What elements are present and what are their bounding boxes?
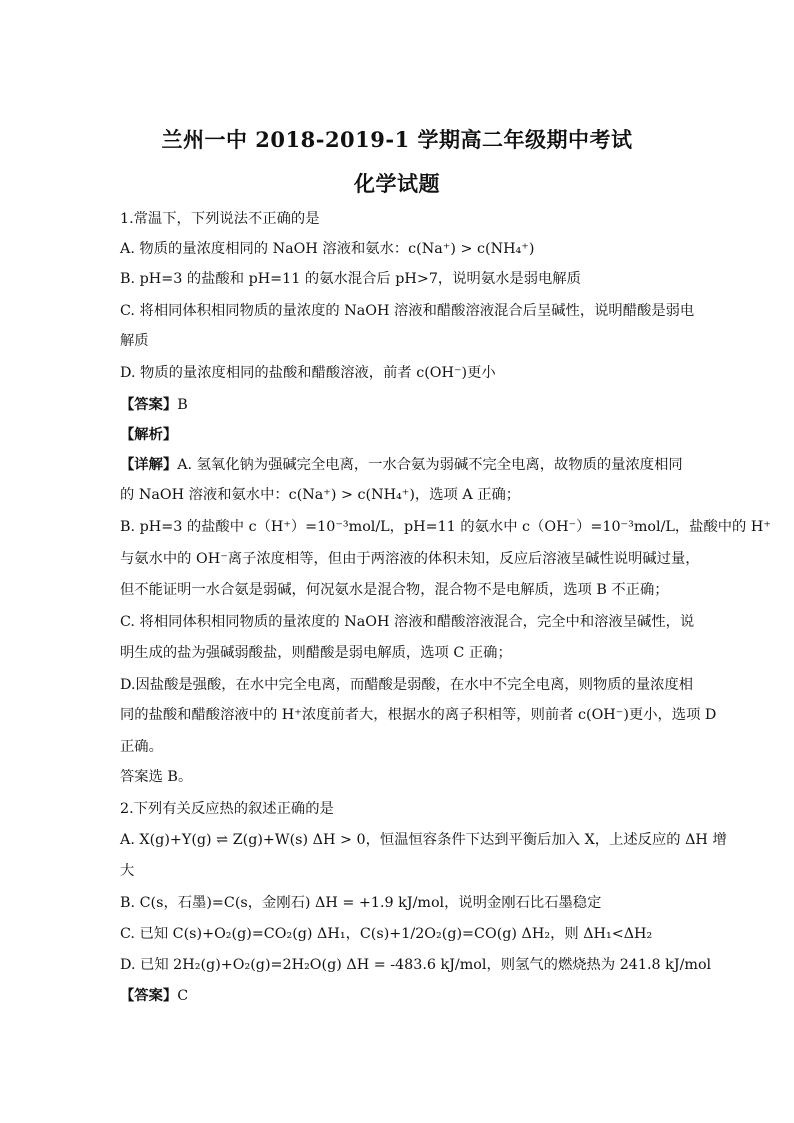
question-1-detail-a-line-1 — [120, 455, 683, 475]
question-1-detail-a-line-2: 的 NaOH 溶液和氨水中：c(Na⁺) > c(NH₄⁺)，选项 A 正确； — [120, 487, 521, 503]
question-1-final-answer: 答案选 B。 — [120, 769, 193, 785]
page-title: 兰州一中 2018-2019-1 学期高二年级期中考试 — [161, 127, 633, 152]
question-2-stem: 2.下列有关反应热的叙述正确的是 — [120, 801, 334, 817]
page-subtitle: 化学试题 — [354, 171, 440, 196]
question-1-option-a: A. 物质的量浓度相同的 NaOH 溶液和氨水：c(Na⁺) > c(NH₄⁺) — [120, 241, 535, 257]
answer-value: C — [177, 988, 189, 1004]
question-1-option-d: D. 物质的量浓度相同的盐酸和醋酸溶液，前者 c(OH⁻)更小 — [120, 365, 496, 381]
answer-label: 【答案】 — [120, 397, 178, 413]
question-1-option-c-line-1: C. 将相同体积相同物质的量浓度的 NaOH 溶液和醋酸溶液混合后呈碱性，说明醋酸是弱电 — [120, 303, 695, 319]
question-1-detail-b-line-1: B. pH=3 的盐酸中 c（H⁺）=10⁻³mol/L，pH=11 的氨水中 c（OH⁻）=10⁻³mol/L，盐酸中的 H⁺ — [120, 519, 771, 535]
question-1-detail-b-line-2: 与氨水中的 OH⁻离子浓度相等，但由于两溶液的体积未知，反应后溶液呈碱性说明碱过量， — [120, 551, 700, 567]
answer-value: B — [177, 397, 188, 413]
question-1-analysis-label — [120, 425, 680, 445]
question-2-option-d: D. 已知 2H₂(g)+O₂(g)=2H₂O(g) ΔH = -483.6 kJ/mol，则氢气的燃烧热为 241.8 kJ/mol — [120, 957, 712, 973]
detail-a-text: A. 氢氧化钠为强碱完全电离，一水合氨为弱碱不完全电离，故物质的量浓度相同 — [177, 457, 683, 473]
question-1-option-c-line-2: 解质 — [120, 333, 149, 349]
question-2-answer — [120, 986, 680, 1006]
detail-label: 【详解】 — [120, 457, 178, 473]
question-2-option-a-line-2: 大 — [120, 863, 135, 879]
answer-label: 【答案】 — [120, 988, 178, 1004]
question-1-stem: 1.常温下，下列说法不正确的是 — [120, 211, 320, 227]
question-2-option-b: B. C(s，石墨)=C(s，金刚石) ΔH = +1.9 kJ/mol，说明金刚石比石墨稳定 — [120, 895, 602, 911]
question-2-option-a-line-1: A. X(g)+Y(g) ⇌ Z(g)+W(s) ΔH > 0，恒温恒容条件下达到平衡后加入 X，上述反应的 ΔH 增 — [120, 832, 727, 848]
question-1-detail-d-line-2: 同的盐酸和醋酸溶液中的 H⁺浓度前者大，根据水的离子积相等，则前者 c(OH⁻)更小，选项 D — [120, 707, 717, 723]
question-1-answer — [120, 395, 680, 415]
question-1-detail-b-line-3: 但不能证明一水合氨是弱碱，何况氨水是混合物，混合物不是电解质，选项 B 不正确； — [120, 582, 669, 598]
question-2-option-c: C. 已知 C(s)+O₂(g)=CO₂(g) ΔH₁，C(s)+1/2O₂(g)=CO(g) ΔH₂，则 ΔH₁<ΔH₂ — [120, 926, 653, 942]
question-1-detail-d-line-1: D.因盐酸是强酸，在水中完全电离，而醋酸是弱酸，在水中不完全电离，则物质的量浓度相 — [120, 677, 694, 693]
question-1-option-b: B. pH=3 的盐酸和 pH=11 的氨水混合后 pH>7，说明氨水是弱电解质 — [120, 271, 581, 287]
question-1-detail-c-line-2: 明生成的盐为强碱弱酸盐，则醋酸是弱电解质，选项 C 正确； — [120, 645, 512, 661]
analysis-label: 【解析】 — [120, 427, 178, 443]
question-1-detail-d-line-3: 正确。 — [120, 739, 163, 755]
question-1-detail-c-line-1: C. 将相同体积相同物质的量浓度的 NaOH 溶液和醋酸溶液混合，完全中和溶液呈碱性，说 — [120, 614, 695, 630]
